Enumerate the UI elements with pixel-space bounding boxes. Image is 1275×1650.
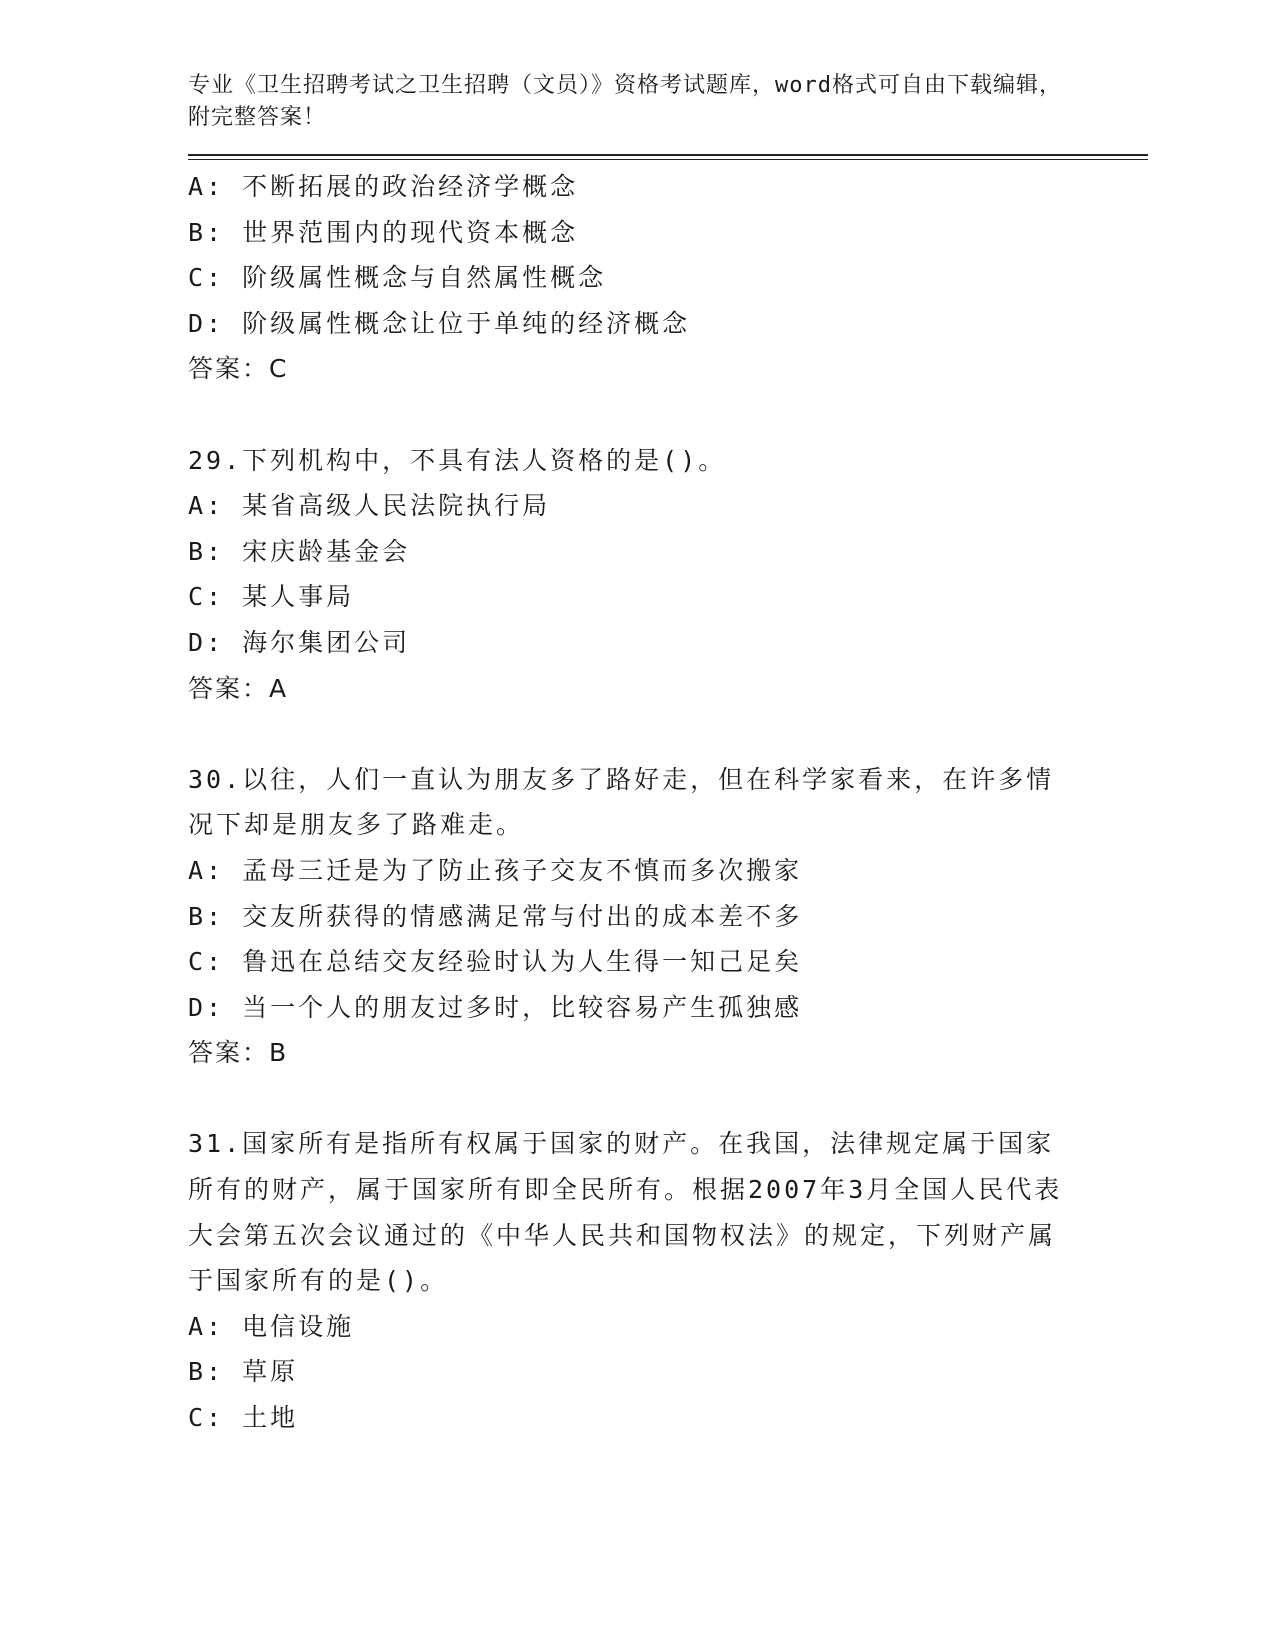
question-stem: 30.以往，人们一直认为朋友多了路好走，但在科学家看来，在许多情况下却是朋友多了路难走。 xyxy=(188,764,1055,840)
option-c: C: 鲁迅在总结交友经验时认为人生得一知己足矣 xyxy=(188,947,803,977)
option-a: A: 不断拓展的政治经济学概念 xyxy=(188,172,579,201)
option-d: D: 当一个人的朋友过多时，比较容易产生孤独感 xyxy=(188,992,803,1022)
spacer xyxy=(188,1076,1148,1122)
option-b: B: 世界范围内的现代资本概念 xyxy=(188,217,579,247)
option-a: A: 某省高级人民法院执行局 xyxy=(188,491,551,521)
option-d: D: 阶级属性概念让位于单纯的经济概念 xyxy=(188,308,691,338)
question-30 xyxy=(188,757,1148,1076)
answer: 答案：C xyxy=(188,354,289,384)
answer: 答案：B xyxy=(188,1038,289,1068)
option-b: B: 宋庆龄基金会 xyxy=(188,536,411,566)
option-d: D: 海尔集团公司 xyxy=(188,627,411,657)
spacer xyxy=(188,392,1148,438)
document-page xyxy=(188,70,1148,1441)
question-stem: 29.下列机构中，不具有法人资格的是()。 xyxy=(188,445,727,475)
document-header: 专业《卫生招聘考试之卫生招聘（文员）》资格考试题库，word格式可自由下载编辑，附完整答案！ xyxy=(188,73,1062,130)
question-stem: 31.国家所有是指所有权属于国家的财产。在我国，法律规定属于国家所有的财产，属于国家所有即全民所有。根据2007年3月全国人民代表大会第五次会议通过的《中华人民共和国物权法》的规定，下列财产属于国家所有的是()。 xyxy=(188,1129,1063,1296)
option-b: B: 交友所获得的情感满足常与付出的成本差不多 xyxy=(188,901,803,931)
option-c: C: 阶级属性概念与自然属性概念 xyxy=(188,263,607,293)
question-31 xyxy=(188,1121,1148,1440)
question-28 xyxy=(188,164,1148,392)
spacer xyxy=(188,711,1148,757)
option-b: B: 草原 xyxy=(188,1357,299,1387)
answer: 答案：A xyxy=(188,673,289,703)
option-c: C: 土地 xyxy=(188,1403,299,1433)
option-c: C: 某人事局 xyxy=(188,582,355,612)
header-divider xyxy=(188,154,1148,160)
option-a: A: 电信设施 xyxy=(188,1311,355,1341)
option-a: A: 孟母三迁是为了防止孩子交友不慎而多次搬家 xyxy=(188,855,803,885)
question-29 xyxy=(188,438,1148,712)
question-list xyxy=(188,164,1148,1441)
